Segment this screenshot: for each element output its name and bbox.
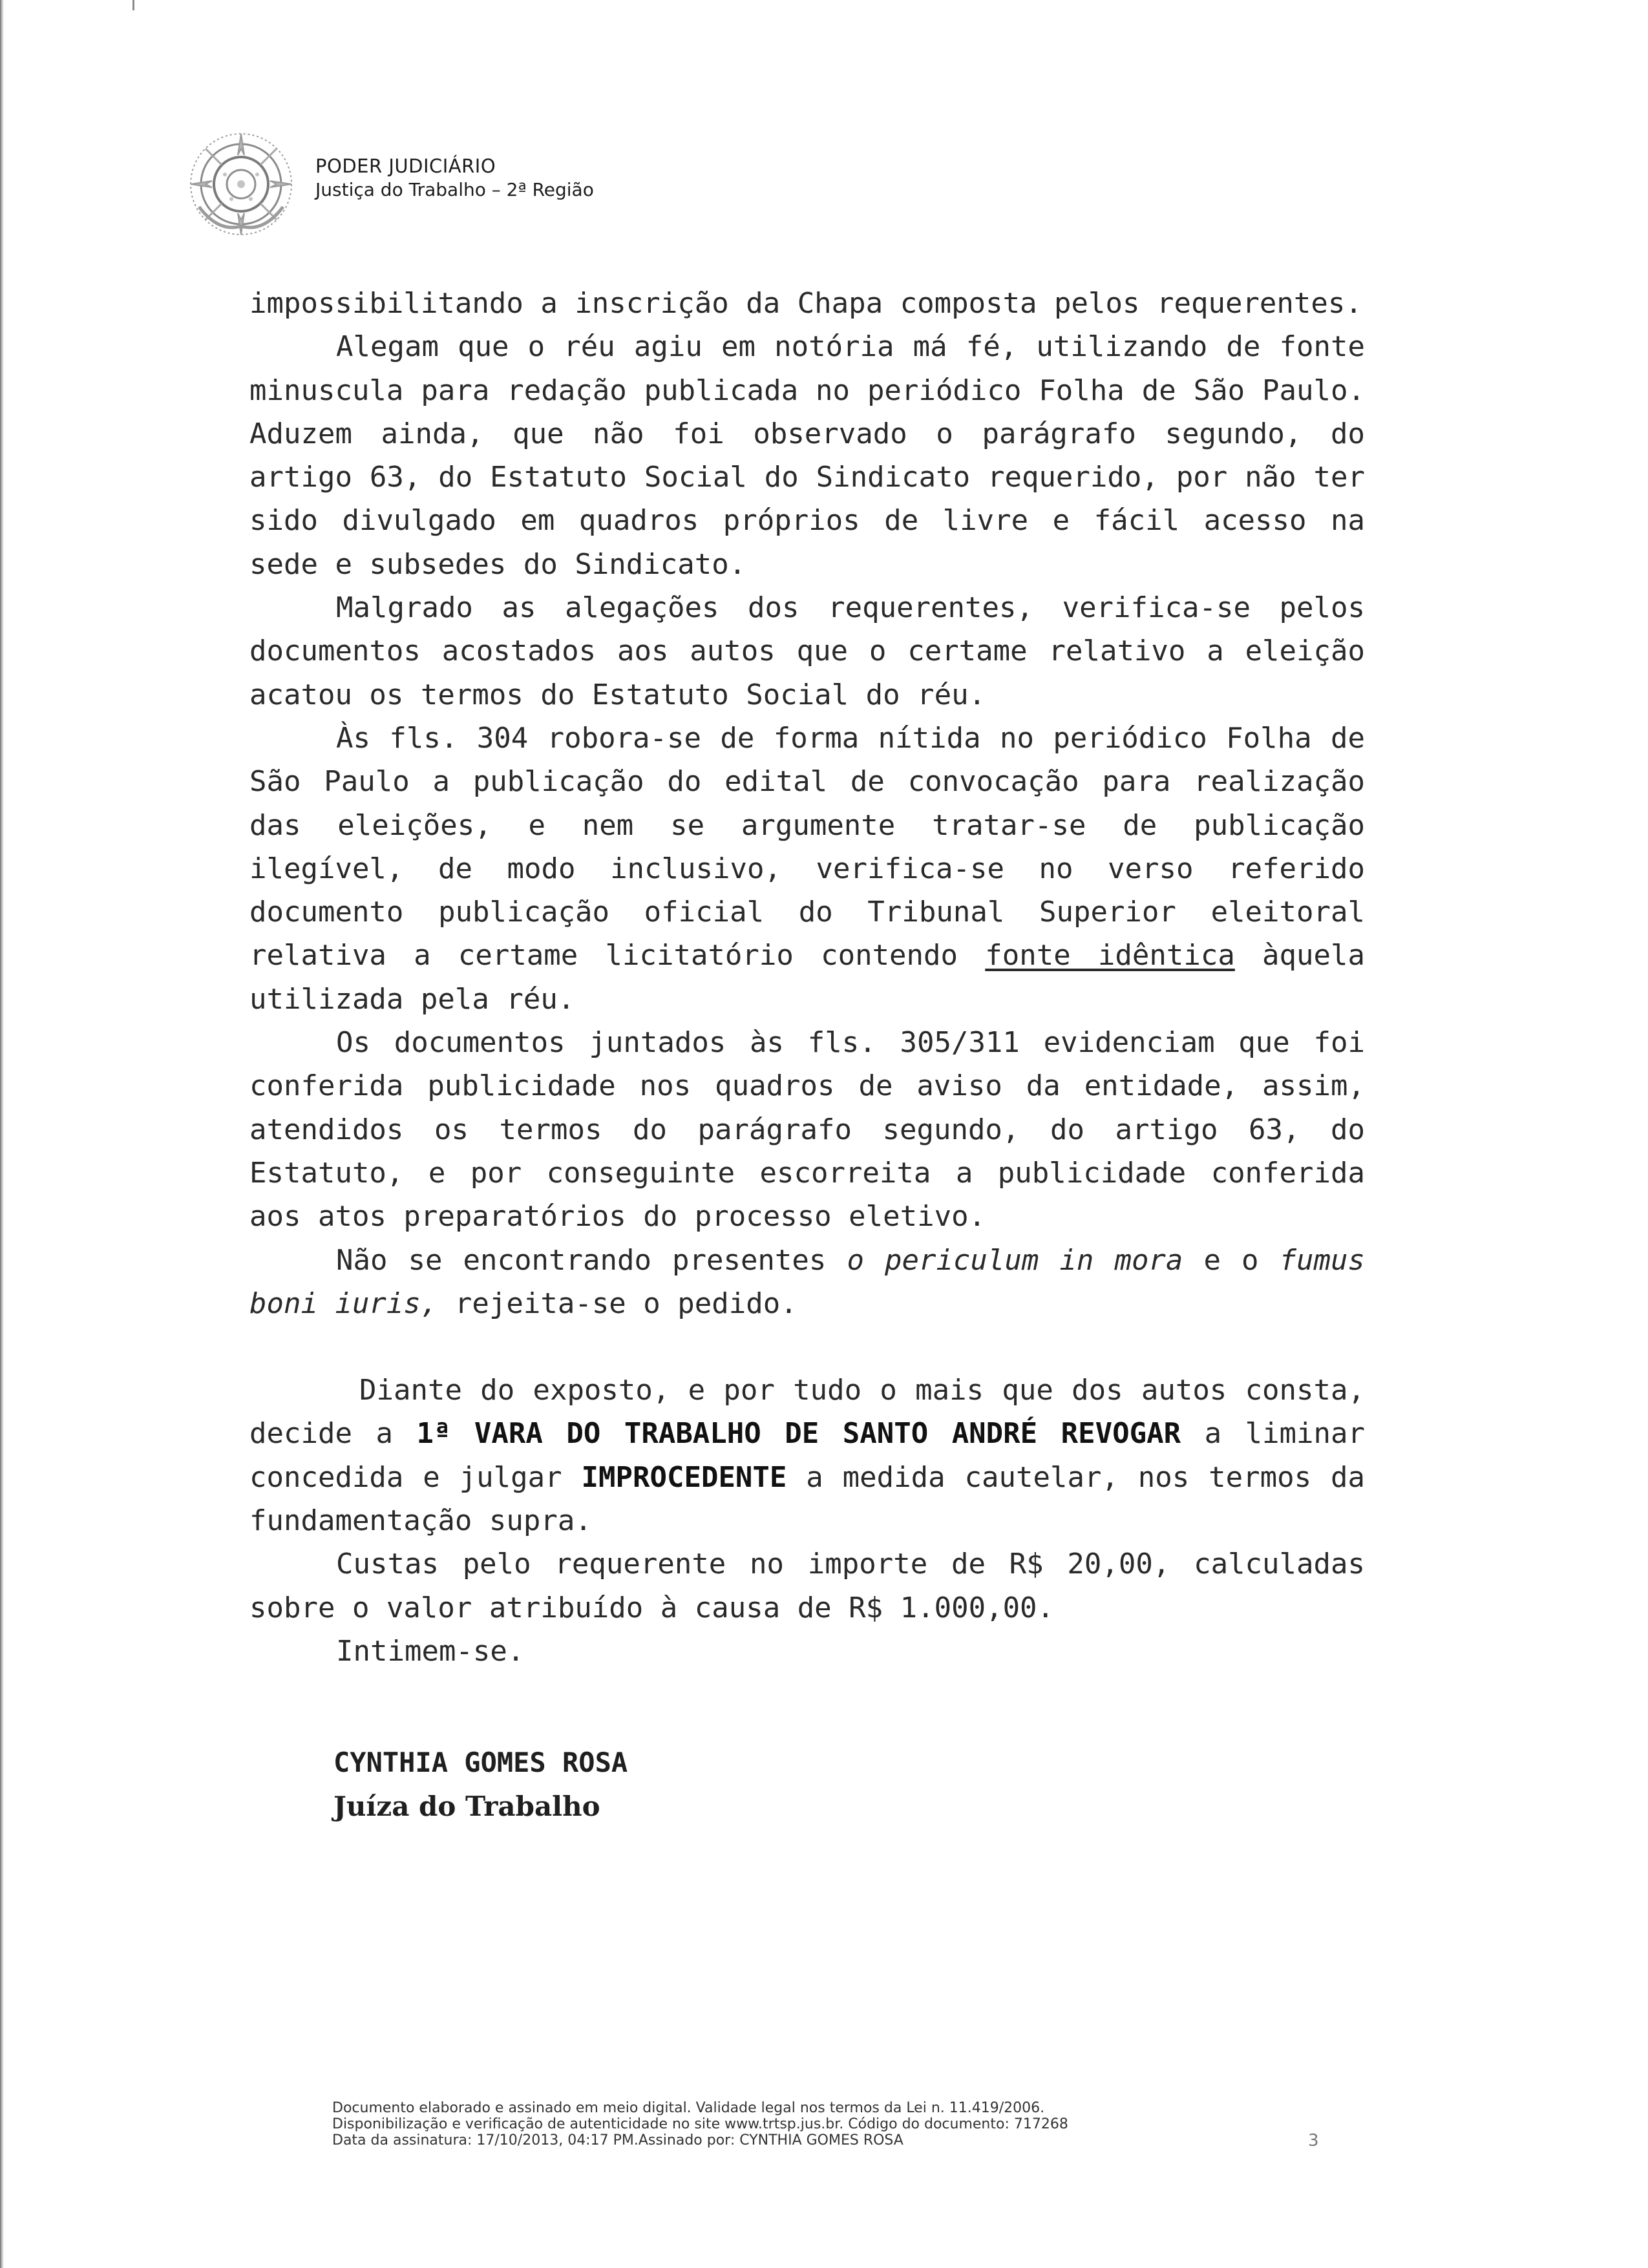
- paragraph-6: [249, 1239, 1365, 1326]
- signatory-role: Juíza do Trabalho: [333, 1790, 600, 1822]
- paragraph-7-text-b: a liminar concedida e julgar: [249, 1417, 1365, 1494]
- paragraph-7-text-c: a medida cautelar, nos termos da fundamentação supra.: [249, 1460, 1365, 1538]
- document-header: [186, 129, 768, 246]
- paragraph-7-bold-1: 1ª VARA DO TRABALHO DE SANTO ANDRÉ REVOGAR: [416, 1417, 1181, 1451]
- paragraph-7-text-a: Diante do exposto, e por tudo o mais que dos autos consta, decide a: [249, 1374, 1365, 1451]
- signatory-name: CYNTHIA GOMES ROSA: [333, 1747, 628, 1778]
- paragraph-2: Alegam que o réu agiu em notória má fé, utilizando de fonte minuscula para redação publicada no periódico Folha de São Paulo. Aduzem ainda, que não foi observado o parágrafo segundo, do artigo 63, do Estatuto Social do Sindicato requerido, por não ter sido divulgado em quadros próprios de livre e fácil acesso na sede e subsedes do Sindicato.: [249, 330, 1365, 581]
- paragraph-spacer: [249, 1325, 1365, 1369]
- signature-block: [333, 1741, 628, 1829]
- paragraph-8: Custas pelo requerente no importe de R$ 20,00, calculadas sobre o valor atribuído à causa de R$ 1.000,00.: [249, 1548, 1365, 1624]
- paragraph-4: [249, 717, 1365, 1021]
- paragraph-7: [249, 1369, 1365, 1542]
- header-text: [315, 154, 594, 202]
- decision-body: [249, 282, 1365, 1673]
- org-region: Justiça do Trabalho – 2ª Região: [315, 179, 594, 200]
- footer-line-1: Documento elaborado e assinado em meio digital. Validade legal nos termos da Lei n. 11.419/2006.: [332, 2100, 1045, 2116]
- paragraph-6-italic-1: o periculum in mora: [847, 1243, 1183, 1277]
- footer-line-3: Data da assinatura: 17/10/2013, 04:17 PM.Assinado por: CYNTHIA GOMES ROSA: [332, 2132, 903, 2148]
- org-name: PODER JUDICIÁRIO: [315, 155, 496, 177]
- digital-signature-footer: [332, 2100, 1068, 2148]
- coat-of-arms-seal-icon: [186, 129, 296, 239]
- paragraph-6-text-a: Não se encontrando presentes: [336, 1243, 847, 1277]
- scan-edge-shadow: [0, 0, 4, 2268]
- paragraph-4-text-a: Às fls. 304 robora-se de forma nítida no periódico Folha de São Paulo a publicação do edital de convocação para realização das eleições, e nem se argumente tratar-se de publicação ilegível, de modo inclusivo, verifica-se no verso referido documento publicação oficial do Tribunal Superior eleitoral relativa a certame licitatório contendo: [249, 721, 1365, 972]
- page-number: 3: [1308, 2131, 1319, 2150]
- paragraph-4-text-b: àquela utilizada pela réu.: [249, 939, 1366, 1016]
- paragraph-7-bold-2: IMPROCEDENTE: [581, 1460, 787, 1494]
- paragraph-9: Intimem-se.: [336, 1634, 525, 1668]
- paragraph-1: impossibilitando a inscrição da Chapa composta pelos requerentes.: [249, 287, 1362, 320]
- paragraph-4-underlined: fonte idêntica: [985, 939, 1235, 972]
- scan-mark: [132, 0, 134, 10]
- paragraph-6-text-c: rejeita-se o pedido.: [438, 1286, 798, 1320]
- paragraph-3: Malgrado as alegações dos requerentes, verifica-se pelos documentos acostados aos autos que o certame relativo a eleição acatou os termos do Estatuto Social do réu.: [249, 591, 1365, 711]
- paragraph-6-text-b: e o: [1183, 1243, 1280, 1277]
- paragraph-6-italic-2: fumus boni iuris,: [249, 1243, 1365, 1320]
- paragraph-5: Os documentos juntados às fls. 305/311 evidenciam que foi conferida publicidade nos quadros de aviso da entidade, assim, atendidos os termos do parágrafo segundo, do artigo 63, do Estatuto, e por conseguinte escorreita a publicidade conferida aos atos preparatórios do processo eletivo.: [249, 1026, 1365, 1234]
- footer-line-2: Disponibilização e verificação de autenticidade no site www.trtsp.jus.br. Código do documento: 717268: [332, 2116, 1068, 2132]
